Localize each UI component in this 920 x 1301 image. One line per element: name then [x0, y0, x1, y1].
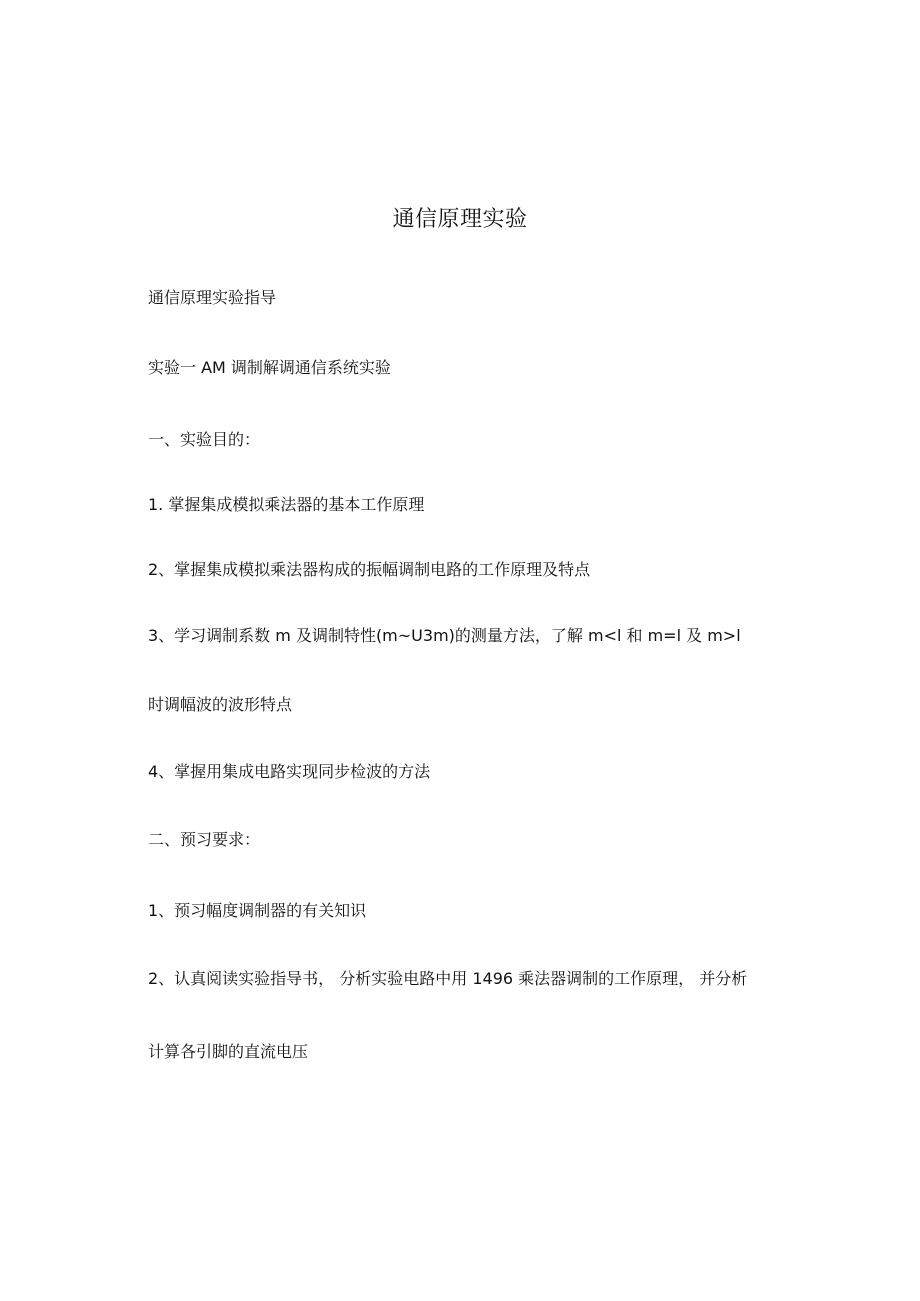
page-title: 通信原理实验 — [392, 207, 528, 232]
experiment-heading: 实验一 AM 调制解调通信系统实验 — [148, 358, 391, 377]
preview-item-2: 2、认真阅读实验指导书， 分析实验电路中用 1496 乘法器调制的工作原理， 并分析 — [148, 969, 748, 988]
purpose-item-4: 4、掌握用集成电路实现同步检波的方法 — [148, 762, 431, 781]
section-heading-preview: 二、预习要求： — [148, 830, 261, 849]
subtitle-guide: 通信原理实验指导 — [148, 288, 277, 307]
purpose-item-3-continued: 时调幅波的波形特点 — [148, 695, 293, 714]
preview-item-2-continued: 计算各引脚的直流电压 — [148, 1042, 309, 1061]
section-heading-purpose: 一、实验目的： — [148, 430, 261, 449]
preview-item-1: 1、预习幅度调制器的有关知识 — [148, 901, 367, 920]
purpose-item-1: 1. 掌握集成模拟乘法器的基本工作原理 — [148, 495, 425, 514]
purpose-item-2: 2、掌握集成模拟乘法器构成的振幅调制电路的工作原理及特点 — [148, 560, 591, 579]
purpose-item-3: 3、学习调制系数 m 及调制特性(m~U3m)的测量方法，了解 m<l 和 m=l 及 m>l — [148, 626, 741, 645]
